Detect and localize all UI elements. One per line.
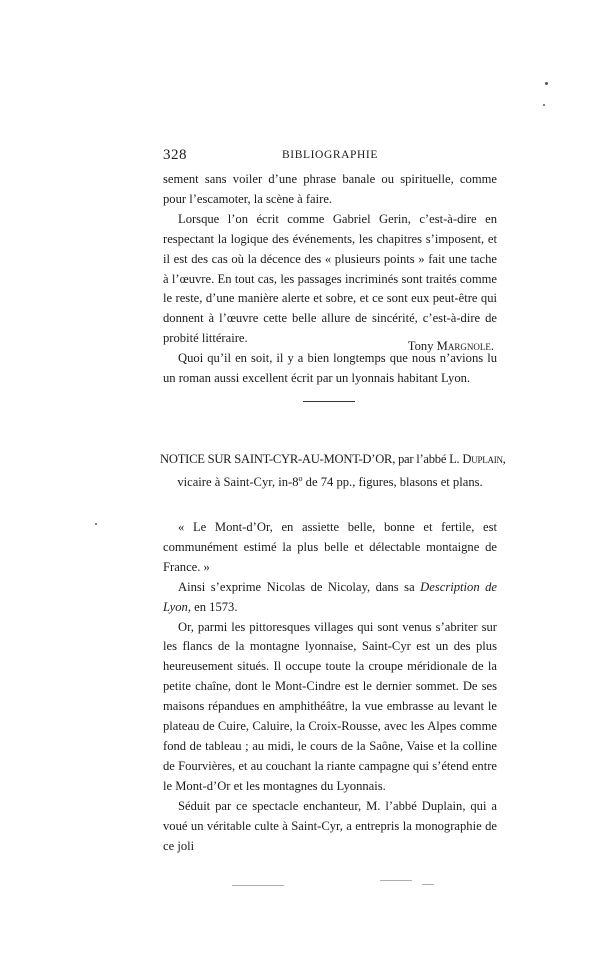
notice-title: NOTICE SUR SAINT-CYR-AU-MONT-D’OR, par l’abbé L. — [160, 452, 460, 466]
scan-speck — [545, 82, 548, 85]
notice-body — [163, 518, 497, 856]
review-paragraph: Quoi qu’il en soit, il y a bien longtemps que nous n’avions lu un roman aussi excellent écrit par un lyonnais habitant Lyon. — [163, 351, 497, 386]
notice-heading — [160, 449, 506, 492]
ordinal-superscript: o — [298, 474, 303, 483]
page-number: 328 — [163, 147, 187, 163]
notice-publication-details: de 74 pp., figures, blasons et plans. — [302, 475, 483, 490]
scan-speck — [95, 523, 97, 525]
body-paragraph-author: Séduit par ce spectacle enchanteur, M. l’abbé Duplain, qui a voué un véritable culte à Saint-Cyr, a entrepris la monographie de ce joli — [163, 798, 497, 853]
notice-author: Duplain, — [462, 452, 506, 466]
scan-smudge — [422, 884, 434, 885]
scan-smudge — [380, 880, 412, 881]
book-title-citation: Description de Lyon — [163, 579, 497, 614]
signature-first-name: Tony — [407, 339, 434, 353]
review-signature — [163, 339, 494, 354]
page-header — [163, 147, 497, 165]
running-title: BIBLIOGRAPHIE — [282, 149, 378, 161]
body-paragraph-description: Or, parmi les pittoresques villages qui sont venus s’abriter sur les flancs de la montagne lyonnaise, Saint-Cyr est un des plus heureusement situés. Il occupe toute la croupe méridionale de la petite chaîne, dont le Mont-Cindre est le dernier sommet. De ses maisons répandues en amphithéâtre, la vue embrasse au levant le plateau de Cuire, Caluire, la Croix-Rousse, avec les Alpes comme fond de tableau ; au midi, le cours de la Saône, Vaise et la colline de Fourvières, et au couchant la riante campagne qui s’étend entre le Mont-d’Or et les montagnes du Lyonnais. — [163, 619, 497, 793]
review-paragraph: sement sans voiler d’une phrase banale ou spirituelle, comme pour l’escamoter, la scène à faire. — [163, 172, 497, 206]
body-paragraph-quote: « Le Mont-d’Or, en assiette belle, bonne et fertile, est communément estimé la plus belle et délectable montaigne de France. » — [163, 520, 497, 574]
review-paragraph: Lorsque l’on écrit comme Gabriel Gerin, c’est-à-dire en respectant la logique des événements, les chapitres s’imposent, et il est des cas où la décence des « plusieurs points » fait une tache à l’œuvre. En tout cas, les passages incriminés sont traités comme le reste, d’une manière alerte et sobre, et ce sont eux peut-être qui donnent à l’œuvre cette belle allure de sincérité, c’est-à-dire de probité littéraire. — [163, 211, 497, 346]
body-paragraph-citation — [163, 578, 497, 618]
section-separator — [303, 401, 355, 402]
review-text — [163, 170, 497, 389]
citation-text: Ainsi s’exprime Nicolas de Nicolay, dans sa — [178, 579, 421, 594]
notice-publication-info: vicaire à Saint-Cyr, in-8 — [177, 475, 299, 490]
scan-smudge — [232, 885, 284, 886]
citation-date: , en 1573. — [187, 599, 238, 614]
signature-last-name: Margnole. — [436, 339, 494, 353]
scan-speck — [543, 104, 545, 106]
